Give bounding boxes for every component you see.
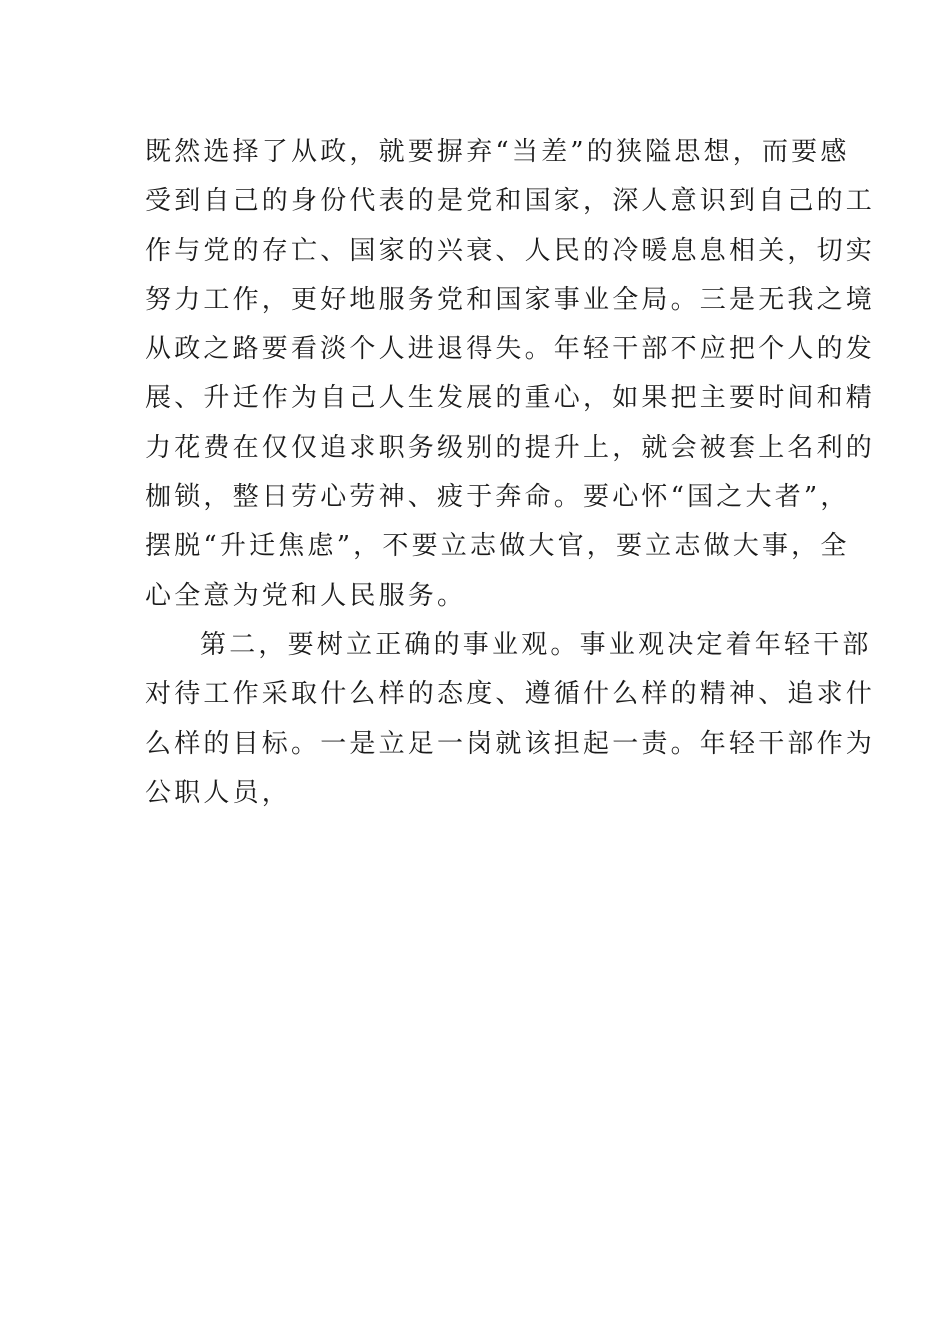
paragraph-start-line: 第二，要树立正确的事业观。事业观决定着年轻干部 bbox=[200, 629, 872, 660]
text-line: 努力工作，更好地服务党和国家事业全局。三是无我之境 bbox=[145, 284, 876, 315]
text-line: 力花费在仅仅追求职务级别的提升上，就会被套上名利的 bbox=[145, 432, 876, 463]
text-line: 摆脱“升迁焦虑”，不要立志做大官，要立志做大事，全 bbox=[145, 531, 850, 562]
text-line: 既然选择了从政，就要摒弃“当差”的狭隘思想，而要感 bbox=[145, 137, 850, 167]
text-line: 展、升迁作为自己人生发展的重心，如果把主要时间和精 bbox=[145, 383, 876, 414]
text-line: 受到自己的身份代表的是党和国家，深人意识到自己的工 bbox=[145, 186, 876, 217]
body-text bbox=[145, 128, 876, 818]
text-line: 公职人员， bbox=[145, 777, 292, 808]
text-line: 从政之路要看淡个人进退得失。年轻干部不应把个人的发 bbox=[145, 334, 876, 365]
text-line: 么样的目标。一是立足一岗就该担起一责。年轻干部作为 bbox=[145, 728, 876, 759]
text-line: 心全意为党和人民服务。 bbox=[145, 580, 467, 611]
text-line: 作与党的存亡、国家的兴衰、人民的冷暖息息相关，切实 bbox=[145, 235, 876, 266]
text-line: 对待工作采取什么样的态度、遵循什么样的精神、追求什 bbox=[145, 679, 876, 710]
text-line: 枷锁，整日劳心劳神、疲于奔命。要心怀“国之大者”， bbox=[145, 482, 850, 513]
